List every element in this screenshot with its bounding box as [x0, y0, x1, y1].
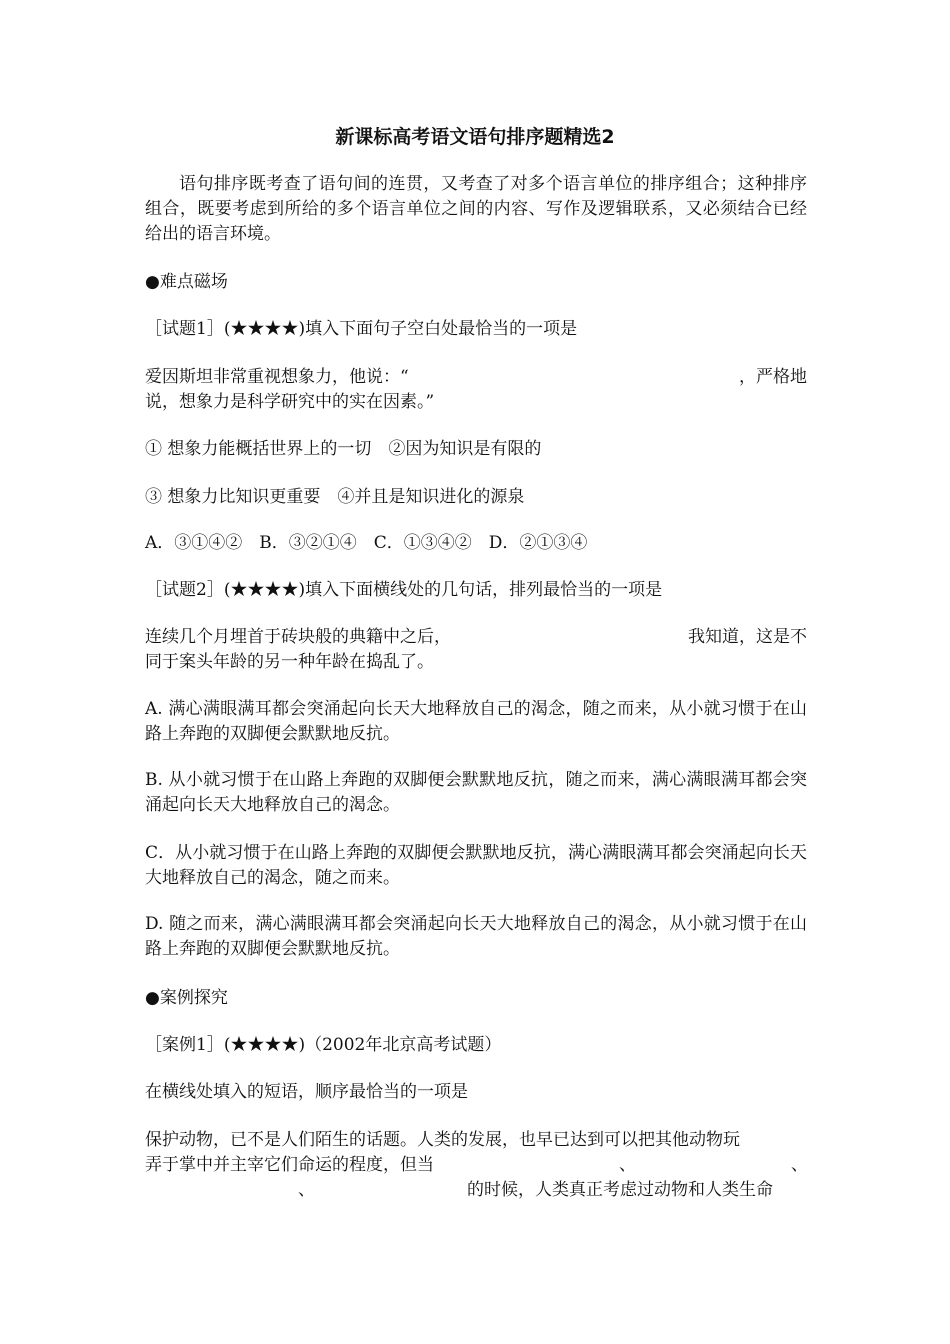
page-title: 新课标高考语文语句排序题精选2 — [335, 126, 615, 148]
case-1-passage-line-1: 保护动物，已不是人们陌生的话题。人类的发展，也早已达到可以把其他动物玩 — [145, 1130, 740, 1150]
case-1-passage-line-3-text: 的时候，人类真正考虑过动物和人类生命 — [467, 1180, 773, 1200]
question-1-options: A．③①④② B．③②①④ C．①③④② D．②①③④ — [145, 533, 588, 553]
section-heading-cases: ●案例探究 — [145, 988, 228, 1008]
question-1-stem-start: 爱因斯坦非常重视想象力，他说：“ — [145, 367, 409, 387]
question-2-heading: ［试题2］(★★★★)填入下面横线处的几句话，排列最恰当的一项是 — [145, 580, 663, 600]
case-1-passage-line-3 — [145, 1178, 807, 1203]
question-2-option-d: D. 随之而来，满心满眼满耳都会突涌起向长天大地释放自己的渴念，从小就习惯于在山路上奔跑的双脚便会默默地反抗。 — [145, 914, 807, 959]
case-1-blank-separator-3: 、 — [298, 1180, 315, 1200]
case-1-blank-separator-1: 、 — [619, 1155, 636, 1175]
question-1-items-line-2: ③ 想象力比知识更重要 ④并且是知识进化的源泉 — [145, 487, 525, 507]
case-1-prompt: 在横线处填入的短语，顺序最恰当的一项是 — [145, 1082, 468, 1102]
question-1-items-line-1: ① 想象力能概括世界上的一切 ②因为知识是有限的 — [145, 439, 542, 459]
section-heading-difficulty: ●难点磁场 — [145, 272, 228, 292]
case-1-passage-line-2 — [145, 1153, 807, 1178]
question-2-option-a: A. 满心满眼满耳都会突涌起向长天大地释放自己的渴念，随之而来，从小就习惯于在山路上奔跑的双脚便会默默地反抗。 — [145, 699, 807, 744]
question-2-option-c: C．从小就习惯于在山路上奔跑的双脚便会默默地反抗，满心满眼满耳都会突涌起向长天大地释放自己的渴念，随之而来。 — [145, 843, 807, 888]
question-1-stem — [145, 365, 807, 415]
case-1-passage-line-2-text: 弄于掌中并主宰它们命运的程度，但当 — [145, 1155, 434, 1175]
question-2-stem-start: 连续几个月埋首于砖块般的典籍中之后， — [145, 627, 451, 647]
question-2-stem — [145, 625, 807, 675]
case-1-heading: ［案例1］(★★★★)（2002年北京高考试题） — [145, 1035, 502, 1055]
case-1-passage — [145, 1128, 807, 1203]
question-2-stem-end: 同于案头年龄的另一种年龄在捣乱了。 — [145, 652, 434, 672]
question-2-option-b: B. 从小就习惯于在山路上奔跑的双脚便会默默地反抗，随之而来，满心满眼满耳都会突涌起向长天大地释放自己的渴念。 — [145, 770, 807, 815]
intro-paragraph: 语句排序既考查了语句间的连贯，又考查了对多个语言单位的排序组合；这种排序组合，既要考虑到所给的多个语言单位之间的内容、写作及逻辑联系，又必须结合已经给出的语言环境。 — [145, 174, 807, 244]
case-1-blank-separator-2: 、 — [791, 1155, 808, 1175]
question-1-stem-end: 说，想象力是科学研究中的实在因素。” — [145, 392, 435, 412]
question-2-stem-after-blank: 我知道，这是不 — [688, 627, 807, 647]
question-1-stem-after-blank: ，严格地 — [739, 367, 807, 387]
question-1-heading: ［试题1］(★★★★)填入下面句子空白处最恰当的一项是 — [145, 319, 578, 339]
